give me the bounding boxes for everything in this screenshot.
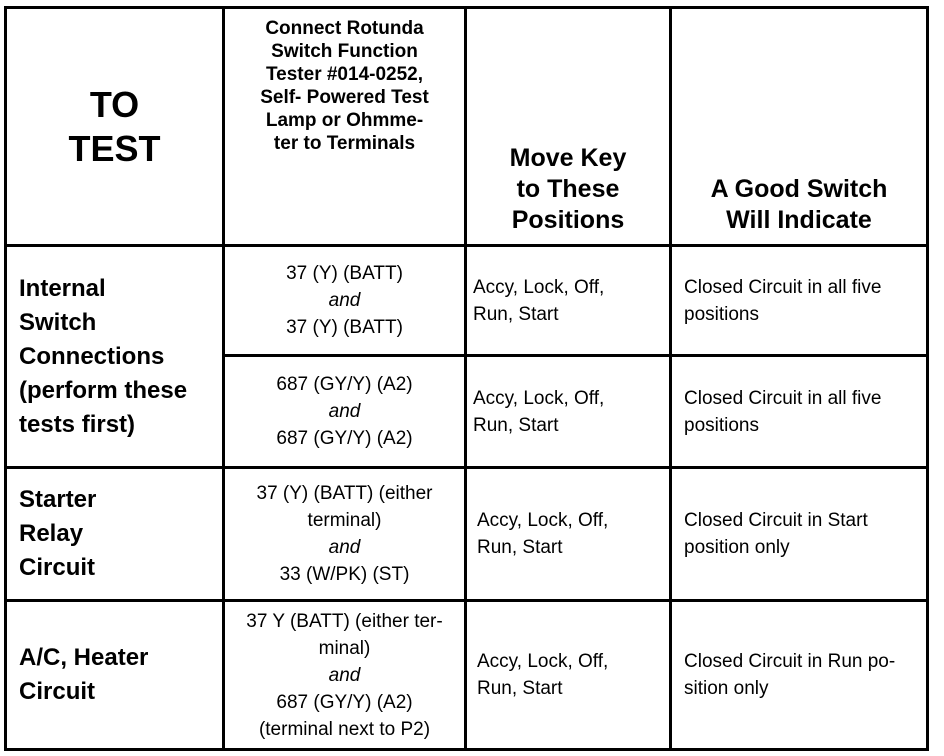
positions-cell: Accy, Lock, Off, Run, Start (466, 468, 671, 601)
indicate-cell: Closed Circuit in all five positions (671, 246, 928, 356)
switch-test-table (4, 6, 929, 751)
header-good-switch: A Good Switch Will Indicate (671, 8, 928, 246)
header-move-key: Move Key to These Positions (466, 8, 671, 246)
group-label-ac-heater: A/C, Heater Circuit (6, 601, 224, 750)
table-row (6, 246, 928, 356)
positions-cell: Accy, Lock, Off, Run, Start (466, 246, 671, 356)
indicate-cell: Closed Circuit in Start position only (671, 468, 928, 601)
header-to-test: TO TEST (6, 8, 224, 246)
terminals-cell: 37 Y (BATT) (either ter- minal) and 687 (GY/Y) (A2) (terminal next to P2) (224, 601, 466, 750)
terminals-cell: 687 (GY/Y) (A2) and 687 (GY/Y) (A2) (224, 356, 466, 468)
header-connect: Connect Rotunda Switch Function Tester #014-0252, Self- Powered Test Lamp or Ohmme- ter to Terminals (224, 8, 466, 246)
terminals-cell: 37 (Y) (BATT) and 37 (Y) (BATT) (224, 246, 466, 356)
positions-cell: Accy, Lock, Off, Run, Start (466, 601, 671, 750)
table-row (6, 601, 928, 750)
terminals-cell: 37 (Y) (BATT) (either terminal) and 33 (W/PK) (ST) (224, 468, 466, 601)
table-row (6, 468, 928, 601)
indicate-cell: Closed Circuit in Run po- sition only (671, 601, 928, 750)
indicate-cell: Closed Circuit in all five positions (671, 356, 928, 468)
group-label-starter: Starter Relay Circuit (6, 468, 224, 601)
header-row (6, 8, 928, 246)
positions-cell: Accy, Lock, Off, Run, Start (466, 356, 671, 468)
group-label-internal: Internal Switch Connections (perform these tests first) (6, 246, 224, 468)
